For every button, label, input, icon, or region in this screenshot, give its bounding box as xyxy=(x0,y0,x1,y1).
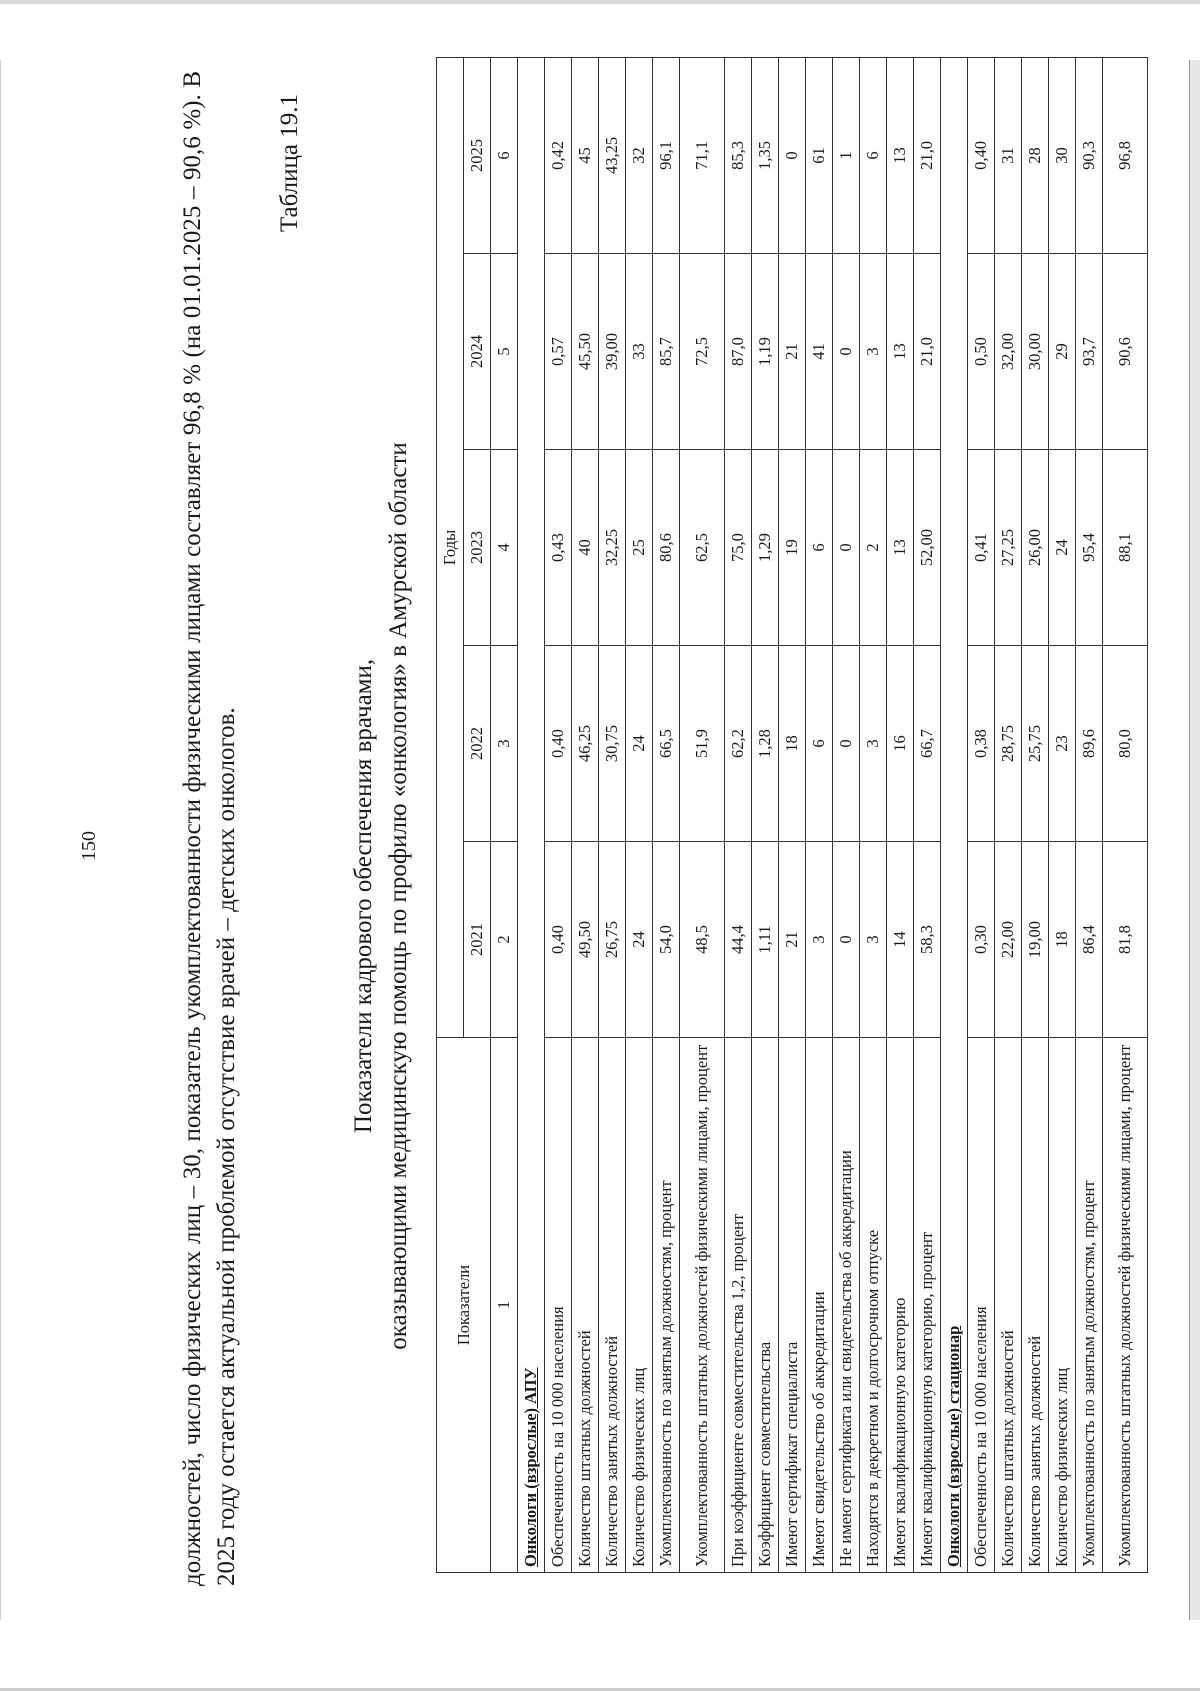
row-label: Количество штатных должностей xyxy=(995,1038,1022,1573)
cell-value: 32 xyxy=(626,57,653,253)
cell-value: 88,1 xyxy=(1103,450,1148,646)
cell-value: 87,0 xyxy=(725,254,752,450)
cell-value: 21 xyxy=(779,842,806,1038)
cell-value: 0,43 xyxy=(545,450,572,646)
cell-value: 1,35 xyxy=(752,57,779,253)
table-row xyxy=(914,57,941,1572)
staffing-table-container xyxy=(436,58,1148,1573)
cell-value: 44,4 xyxy=(725,842,752,1038)
cell-value: 0,50 xyxy=(968,254,995,450)
cell-value: 28,75 xyxy=(995,646,1022,842)
cell-value: 25 xyxy=(626,450,653,646)
table-row xyxy=(572,57,599,1572)
table-row xyxy=(1103,57,1148,1572)
cell-value: 16 xyxy=(887,646,914,842)
cell-value: 39,00 xyxy=(599,254,626,450)
cell-value: 80,0 xyxy=(1103,646,1148,842)
row-label: Обеспеченность на 10 000 населения xyxy=(545,1038,572,1573)
cell-value: 75,0 xyxy=(725,450,752,646)
cell-value: 0,42 xyxy=(545,57,572,253)
column-number: 1 xyxy=(491,1038,518,1573)
table-title-line-1: Показатели кадрового обеспечения врачами, xyxy=(350,658,377,1134)
cell-value: 62,5 xyxy=(680,450,725,646)
section-row xyxy=(941,57,968,1572)
cell-value: 26,75 xyxy=(599,842,626,1038)
table-title xyxy=(346,246,416,1546)
cell-value: 14 xyxy=(887,842,914,1038)
scan-edge-right xyxy=(1189,60,1200,1620)
page-number: 150 xyxy=(78,831,100,861)
table-row xyxy=(1022,57,1049,1572)
cell-value: 71,1 xyxy=(680,57,725,253)
header-indicator: Показатели xyxy=(437,1038,491,1573)
cell-value: 21 xyxy=(779,254,806,450)
cell-value: 21,0 xyxy=(914,57,941,253)
row-label: Укомплектованность штатных должностей физическими лицами, процент xyxy=(680,1038,725,1573)
staffing-table xyxy=(436,57,1148,1573)
cell-value: 40 xyxy=(572,450,599,646)
cell-value: 1,28 xyxy=(752,646,779,842)
cell-value: 45,50 xyxy=(572,254,599,450)
cell-value: 6 xyxy=(806,450,833,646)
cell-value: 48,5 xyxy=(680,842,725,1038)
table-body xyxy=(518,57,1148,1572)
table-label: Таблица 19.1 xyxy=(276,94,303,233)
cell-value: 0 xyxy=(833,646,860,842)
row-label: Количество занятых должностей xyxy=(599,1038,626,1573)
cell-value: 66,7 xyxy=(914,646,941,842)
cell-value: 96,8 xyxy=(1103,57,1148,253)
table-row xyxy=(995,57,1022,1572)
cell-value: 43,25 xyxy=(599,57,626,253)
cell-value: 85,7 xyxy=(653,254,680,450)
cell-value: 49,50 xyxy=(572,842,599,1038)
cell-value: 85,3 xyxy=(725,57,752,253)
cell-value: 6 xyxy=(806,646,833,842)
table-row xyxy=(833,57,860,1572)
cell-value: 3 xyxy=(860,254,887,450)
header-year-2024: 2024 xyxy=(464,254,491,450)
row-label: Укомплектованность по занятым должностям, процент xyxy=(653,1038,680,1573)
table-row xyxy=(599,57,626,1572)
table-row xyxy=(860,57,887,1572)
scan-edge-top xyxy=(0,0,1200,4)
cell-value: 0,38 xyxy=(968,646,995,842)
cell-value: 0,41 xyxy=(968,450,995,646)
row-label: Имеют сертификат специалиста xyxy=(779,1038,806,1573)
cell-value: 0,40 xyxy=(968,57,995,253)
row-label: При коэффициенте совместительства 1,2, процент xyxy=(725,1038,752,1573)
row-label: Укомплектованность по занятым должностям, процент xyxy=(1076,1038,1103,1573)
cell-value: 45 xyxy=(572,57,599,253)
cell-value: 30 xyxy=(1049,57,1076,253)
cell-value: 30,00 xyxy=(1022,254,1049,450)
cell-value: 0 xyxy=(833,842,860,1038)
table-row xyxy=(968,57,995,1572)
cell-value: 30,75 xyxy=(599,646,626,842)
row-label: Количество занятых должностей xyxy=(1022,1038,1049,1573)
cell-value: 18 xyxy=(779,646,806,842)
cell-value: 13 xyxy=(887,254,914,450)
cell-value: 51,9 xyxy=(680,646,725,842)
cell-value: 29 xyxy=(1049,254,1076,450)
cell-value: 3 xyxy=(806,842,833,1038)
cell-value: 0 xyxy=(779,57,806,253)
cell-value: 80,6 xyxy=(653,450,680,646)
cell-value: 2 xyxy=(860,450,887,646)
cell-value: 81,8 xyxy=(1103,842,1148,1038)
cell-value: 41 xyxy=(806,254,833,450)
cell-value: 27,25 xyxy=(995,450,1022,646)
cell-value: 24 xyxy=(626,842,653,1038)
column-numbers-row xyxy=(491,57,518,1572)
table-row xyxy=(725,57,752,1572)
row-label: Находятся в декретном и долгосрочном отпуске xyxy=(860,1038,887,1573)
cell-value: 24 xyxy=(1049,450,1076,646)
cell-value: 96,1 xyxy=(653,57,680,253)
cell-value: 89,6 xyxy=(1076,646,1103,842)
cell-value: 28 xyxy=(1022,57,1049,253)
header-year-2023: 2023 xyxy=(464,450,491,646)
cell-value: 46,25 xyxy=(572,646,599,842)
table-row xyxy=(887,57,914,1572)
cell-value: 24 xyxy=(626,646,653,842)
row-label: Количество физических лиц xyxy=(1049,1038,1076,1573)
table-row xyxy=(680,57,725,1572)
row-label: Количество штатных должностей xyxy=(572,1038,599,1573)
row-label: Обеспеченность на 10 000 населения xyxy=(968,1038,995,1573)
table-title-line-2: оказывающими медицинскую помощь по профилю «онкология» в Амурской области xyxy=(385,442,412,1350)
cell-value: 19 xyxy=(779,450,806,646)
column-number: 4 xyxy=(491,450,518,646)
cell-value: 0 xyxy=(833,254,860,450)
cell-value: 62,2 xyxy=(725,646,752,842)
header-year-2025: 2025 xyxy=(464,57,491,253)
row-label: Количество физических лиц xyxy=(626,1038,653,1573)
cell-value: 54,0 xyxy=(653,842,680,1038)
cell-value: 13 xyxy=(887,57,914,253)
column-number: 6 xyxy=(491,57,518,253)
cell-value: 86,4 xyxy=(1076,842,1103,1038)
cell-value: 1,19 xyxy=(752,254,779,450)
intro-paragraph xyxy=(176,71,244,1586)
row-label: Укомплектованность штатных должностей физическими лицами, процент xyxy=(1103,1038,1148,1573)
cell-value: 61 xyxy=(806,57,833,253)
cell-value: 19,00 xyxy=(1022,842,1049,1038)
cell-value: 22,00 xyxy=(995,842,1022,1038)
cell-value: 6 xyxy=(860,57,887,253)
row-label: Коэффициент совместительства xyxy=(752,1038,779,1573)
cell-value: 95,4 xyxy=(1076,450,1103,646)
cell-value: 33 xyxy=(626,254,653,450)
table-row xyxy=(545,57,572,1572)
table-row xyxy=(653,57,680,1572)
cell-value: 23 xyxy=(1049,646,1076,842)
cell-value: 21,0 xyxy=(914,254,941,450)
section-row xyxy=(518,57,545,1572)
row-label: Имеют квалификационную категорию xyxy=(887,1038,914,1573)
rotated-document-page xyxy=(6,46,1134,1646)
cell-value: 32,25 xyxy=(599,450,626,646)
section-title: Онкологи (взрослые) АПУ xyxy=(518,57,545,1572)
table-row xyxy=(779,57,806,1572)
column-number: 3 xyxy=(491,646,518,842)
cell-value: 1,11 xyxy=(752,842,779,1038)
cell-value: 13 xyxy=(887,450,914,646)
table-row xyxy=(626,57,653,1572)
row-label: Не имеют сертификата или свидетельства об аккредитации xyxy=(833,1038,860,1573)
cell-value: 18 xyxy=(1049,842,1076,1038)
cell-value: 1,29 xyxy=(752,450,779,646)
cell-value: 52,00 xyxy=(914,450,941,646)
cell-value: 0,40 xyxy=(545,646,572,842)
cell-value: 90,3 xyxy=(1076,57,1103,253)
row-label: Имеют свидетельство об аккредитации xyxy=(806,1038,833,1573)
cell-value: 26,00 xyxy=(1022,450,1049,646)
cell-value: 0,30 xyxy=(968,842,995,1038)
intro-text: должностей, число физических лиц – 30, показатель укомплектованности физическими лицами составляет 96,8 % (на 01.01.2025 – 90,6 %). В 2025 году остается актуальной проблемой отсутствие врачей – детских онкологов. xyxy=(179,71,240,1586)
cell-value: 90,6 xyxy=(1103,254,1148,450)
cell-value: 3 xyxy=(860,842,887,1038)
cell-value: 66,5 xyxy=(653,646,680,842)
table-row xyxy=(1049,57,1076,1572)
cell-value: 31 xyxy=(995,57,1022,253)
cell-value: 93,7 xyxy=(1076,254,1103,450)
cell-value: 72,5 xyxy=(680,254,725,450)
header-years: Годы xyxy=(437,57,464,1037)
cell-value: 25,75 xyxy=(1022,646,1049,842)
table-row xyxy=(1076,57,1103,1572)
header-year-2021: 2021 xyxy=(464,842,491,1038)
scan-edge-left xyxy=(0,60,1,1620)
header-year-2022: 2022 xyxy=(464,646,491,842)
cell-value: 1 xyxy=(833,57,860,253)
cell-value: 3 xyxy=(860,646,887,842)
cell-value: 0,57 xyxy=(545,254,572,450)
table-row xyxy=(752,57,779,1572)
cell-value: 58,3 xyxy=(914,842,941,1038)
column-number: 5 xyxy=(491,254,518,450)
cell-value: 0,40 xyxy=(545,842,572,1038)
table-row xyxy=(806,57,833,1572)
cell-value: 0 xyxy=(833,450,860,646)
column-number: 2 xyxy=(491,842,518,1038)
row-label: Имеют квалификационную категорию, процент xyxy=(914,1038,941,1573)
cell-value: 32,00 xyxy=(995,254,1022,450)
section-title: Онкологи (взрослые) стационар xyxy=(941,57,968,1572)
